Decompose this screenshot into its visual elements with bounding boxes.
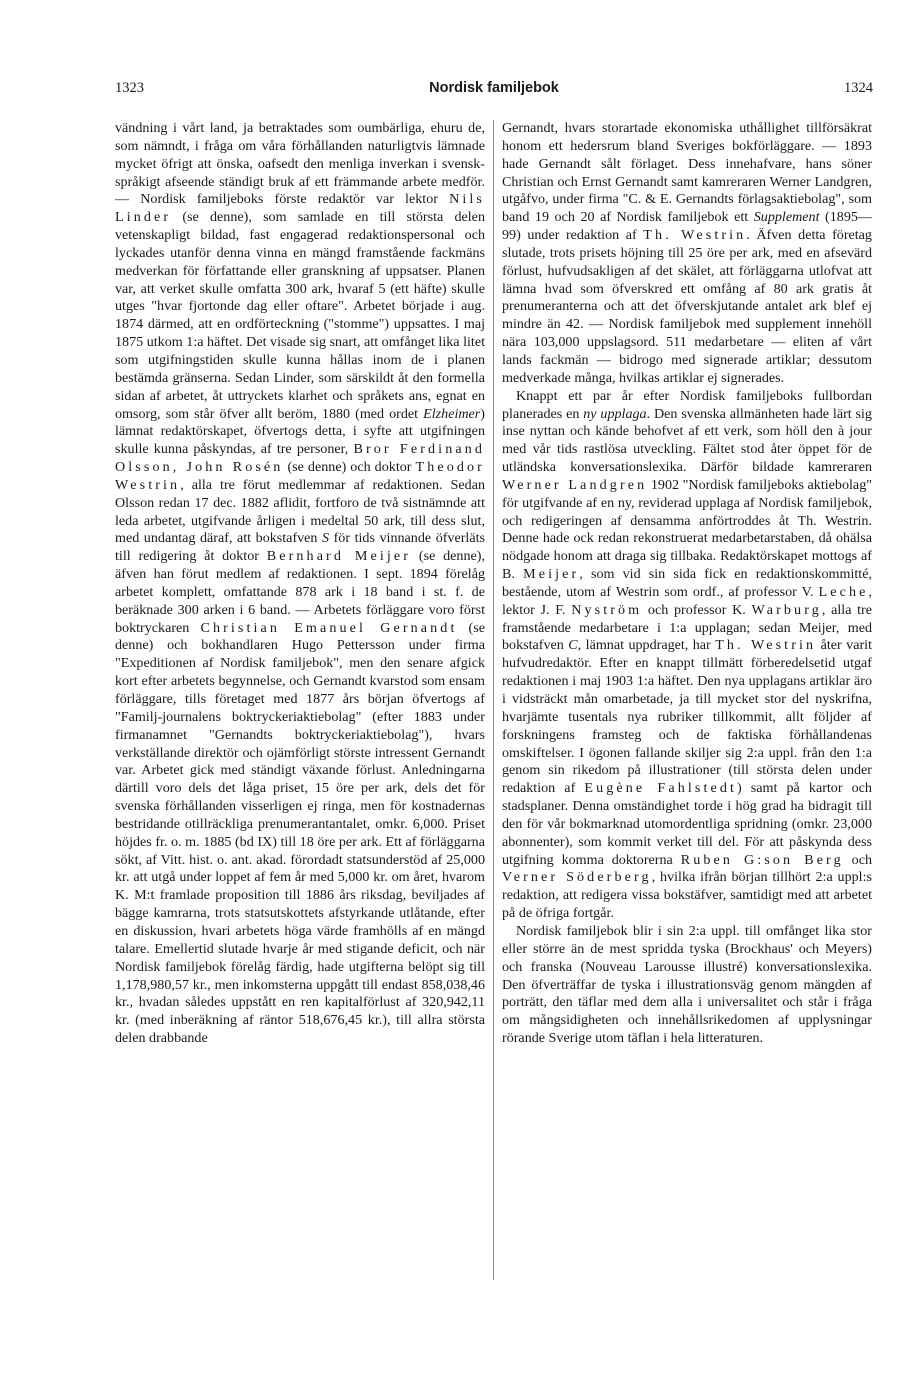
person-name: Th. Westrin <box>715 637 817 654</box>
text-run: för tids vinnande öfverläts till redigering åt doktor <box>115 530 485 565</box>
text-run: och <box>843 851 872 868</box>
text-run: . Den svenska allmänheten hade lärt sig inse nyttan och kände behofvet af ett verk, som höll den à jour med vår tids rastlösa utveckling. Fältet stod åter öppet för de utländska konversationslexika. Därför bildade kamreraren <box>502 405 872 476</box>
person-name: Th. Westrin <box>643 227 747 244</box>
running-title: Nordisk familjebok <box>429 80 559 96</box>
text-run: åter varit hufvudredaktör. Efter en knappt tillmätt förberedelsetid utgaf redaktionen i maj 1903 1:a häftet. Den nya upplagans artiklar äro i vidsträckt mån omarbetade, ja till mycket stor del nyskrifna, hvarjämte tusentals nya rubriker tillkommit, allt följder af forskningens framsteg och de faktiska förhållandenas omskiftelser. I ögonen fallande skiljer sig 2:a uppl. från den 1:a genom sin rikedom på illustrationer (till största delen under redaktion af <box>502 637 872 797</box>
column-divider <box>493 120 494 1280</box>
text-run: 1902 "Nordisk familjeboks aktiebolag" för utgifvande af en ny, reviderad upplaga af Nordisk familjebok, och redigeringen af densamma anförtroddes åt Th. Westrin. Denne hade ock redan rekonstruerat medarbetarstaben, då ohälsa nödgade honom att draga sig tillbaka. Redaktörskapet mottogs af B. <box>502 476 872 583</box>
text-run: (se denne) och bokhandlaren Hugo Pettersson under firma "Expeditionen af Nordisk familjebok", men den senare afgick kort efter arbetets begynnelse, och Gernandt kvarstod som ensam förläggare, tills företaget med 1877 års början öfvertogs af "Familj-journalens boktryckeriaktiebolag" (efter 1883 under firmanamnet "Gernandts boktryckeriaktiebolag"), hvars verkställande direktör och ojämförligt störste intressent Gernandt var. Arbetet gick med ständigt växande förlust. Anledningarna därtill voro dels det låga priset, 15 öre per ark, dels det för svenska förhållanden visserligen ej ringa, men för kostnadernas bestridande otillräckliga prenumerantantalet, omkr. 6,000. Priset höjdes fr. o. m. 1885 (bd IX) till 18 öre per ark. Ett af förläggarna sökt, af Vitt. hist. o. ant. akad. förordadt statsunderstöd af 25,000 kr. att utgå under loppet af fem år med 5,000 kr. om året, hvarom K. M:t framlade proposition till 1886 års riksdag, beviljades af bägge kamrarna, trots statsutskottets afstyrkande utlåtande, efter en diskussion, hvari arbetets höga värde framhölls af en mängd talare. Emellertid slutade hvarje år med stigande deficit, och när Nordisk familjebok förelåg färdig, hade utgifterna belöpt sig till 1,178,980,57 kr., men inkomsterna uppgått till endast 858,038,46 kr., hvadan således uppstått en ren kapitalförlust af 320,942,11 kr. (med inberäkning af räntor 518,676,45 kr.), till allra största delen drabbande <box>115 619 485 1047</box>
person-name: Bernhard Meijer <box>266 548 412 565</box>
keyword-italic: Supplement <box>753 209 820 226</box>
person-name: Bror Ferdinand Olsson, John Rosén <box>115 441 485 476</box>
text-run: (se denne), äfven han förut medlem af redaktionen. I sept. 1894 förelåg arbetet komplett, omfattande 878 ark i 18 band i st. f. de beräknade 300 arken i 6 band. — Arbetets förläggare voro först boktryckaren <box>115 548 485 636</box>
person-name: Warburg <box>751 601 822 618</box>
keyword-italic: ny upplaga <box>583 405 647 422</box>
person-name: Meijer <box>523 566 580 583</box>
person-name: Leche <box>818 583 869 600</box>
text-run: , lämnat uppdraget, har <box>577 637 716 654</box>
text-run: (se denne) och doktor <box>283 459 416 476</box>
text-run: Knappt ett par år efter Nordisk familjeboks fullbordan planerades en <box>502 387 872 422</box>
text-run: , lektor J. F. <box>502 583 872 618</box>
person-name: Eugène Fahlstedt <box>584 780 738 797</box>
text-run: (1895—99) under redaktion af <box>502 209 872 244</box>
paragraph-second-edition <box>502 388 872 923</box>
paragraph-nfb-first-edition <box>115 120 485 1048</box>
right-column <box>502 120 872 1280</box>
text-run: . Äfven detta företag slutade, trots prisets höjning till 25 öre per ark, med en afsevärd förlust, hufvudsakligen af det skälet, att förläggarna utlofvat att lämna hvad som öfverskred ett omfång af 80 ark gratis åt prenumeranterna och att det öfverskjutande antalet ark blef ej mindre än 42. — Nordisk familjebok med supplement innehöll nära 103,000 uppslagsord. 511 medarbetare — eliten af vårt lands fackmän — bidrogo med signerade artiklar; dessutom medverkade många, hvilkas artiklar ej signerades. <box>502 227 872 386</box>
text-run: , som vid sin sida fick en redaktionskommitté, bestående, utom af Westrin som ordf., af professor V. <box>502 566 872 600</box>
person-name: Nils Linder <box>115 191 485 226</box>
text-run: , alla tre förut medlemmar af redaktionen. Sedan Olsson redan 17 dec. 1882 aflidit, fortforo de två sistnämnde att leda arbetet, utgifvande årligen i medeltal 50 ark, till dess slut, med undantag däraf, att bokstafven <box>115 476 485 547</box>
person-name: Verner Söderberg <box>502 869 652 886</box>
keyword-italic: Elzheimer <box>423 405 481 422</box>
text-run: Gernandt, hvars storartade ekonomiska uthållighet tillförsäkrat honom ett hedersrum bland Sveriges bokförläggare. — 1893 hade Gernandt sålt förlaget. Dess innehafvare, hans söner Christian och Ernst Gernandt samt kamreraren Werner Landgren, utgåfvo, under firma "C. & E. Gernandts förlagsaktiebolag", som band 19 och 20 af Nordisk familjebok ett <box>502 120 872 226</box>
left-column <box>115 120 485 1280</box>
paragraph-comparison <box>502 923 872 1048</box>
person-name: Ruben G:son Berg <box>680 851 844 868</box>
person-name: Theodor Westrin <box>115 459 485 493</box>
text-run: (se denne), som samlade en till största delen vetenskapligt bildad, fast engagerad redaktionspersonal och lyckades utanför denna vinna en mängd framstående fackmäns medverkan för författande eller granskning af uppsatser. Planen var, att verket skulle omfatta 300 ark, hvaraf 5 (ett häfte) skulle utges "hvar fjortonde dag eller oftare". Arbetet började i aug. 1874 därmed, att en ordförteckning ("stomme") uppsattes. I maj 1875 utkom 1:a häftet. Det visade sig snart, att omfånget lika litet som utgifningstiden skulle kunna hållas inom de i planen bestämda gränserna. Sedan Linder, som särskildt åt den formella sidan af arbetet, åt uttryckets klarhet och språkets ans, egnat en omsorg, som står öfver allt beröm, 1880 (med ordet <box>115 209 485 422</box>
page-number-right: 1324 <box>844 80 873 96</box>
text-run: , hvilka ifrån början tillhört 2:a uppl:s redaktion, att redigera vissa bokstäfver, samtidigt med att arbetet på de öfriga fortgår. <box>502 869 872 922</box>
person-name: Christian Emanuel Gernandt <box>200 619 458 636</box>
letter-italic: S <box>322 530 330 547</box>
text-run: ) samt på kartor och stadsplaner. Denna omständighet torde i hög grad ha bidragit till den för vår bokmarknad utomordentliga spridning (omkr. 23,000 abonnenter), som kommit verket till del. För att påskynda dess utgifning komma doktorerna <box>502 780 872 868</box>
running-header <box>115 80 873 104</box>
text-run: Nordisk familjebok blir i sin 2:a uppl. till omfånget lika stor eller större än de mest spridda tyska (Brockhaus' och Meyers) och franska (Nouveau Larousse illustré) konversationslexika. Den öfverträffar de tyska i illustrationsväg genom mängden af porträtt, den täflar med dem alla i universalitet och står i fråga om mångsidigheten och innehållsrikedomen af upplysningar rörande Sverige utom täflan i hela litteraturen. <box>502 922 872 1047</box>
text-run: vändning i vårt land, ja betraktades som oumbärliga, ehuru de, som nämndt, i fråga om våra förhållanden naturligtvis lämnade mycket öfrigt att önska, oafsedt den menliga inverkan i svensk-språkigt afseende ständigt bruk af ett främmande arbete medför. — Nordisk familjeboks förste redaktör var lektor <box>115 120 485 208</box>
person-name: Nyström <box>571 601 643 618</box>
page-number-left: 1323 <box>115 80 144 96</box>
person-name: Werner Landgren <box>502 476 648 493</box>
text-run: ) lämnat redaktörskapet, öfvertogs detta, i syfte att utgifningen skulle kunna påskyndas, af tre personer, <box>115 405 485 458</box>
letter-italic: C <box>568 637 578 654</box>
paragraph-supplement <box>502 120 872 388</box>
text-run: , alla tre framstående medarbetare i 1:a upplagan; sedan Meijer, med bokstafven <box>502 601 872 654</box>
text-run: och professor K. <box>642 601 752 618</box>
